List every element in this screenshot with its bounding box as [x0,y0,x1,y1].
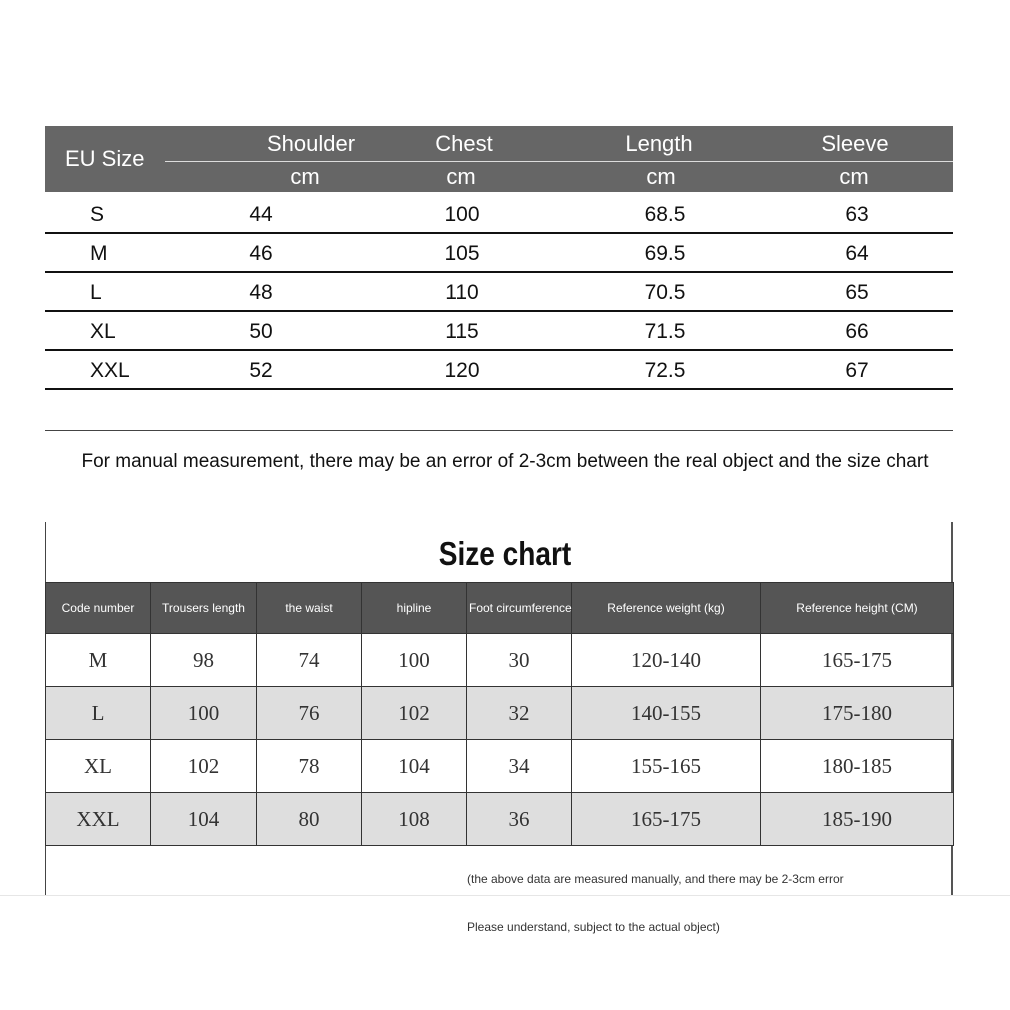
size-label: XL [90,320,116,343]
foot-circumference-cell: 30 [467,634,572,687]
shoulder-unit: cm [290,164,320,189]
table-row [45,349,953,390]
code-cell: L [46,687,151,740]
measurement-note: For manual measurement, there may be an error of 2-3cm between the real object and the size chart [81,451,929,472]
shoulder-value: 52 [249,359,273,382]
top-table-header [45,126,953,192]
size-label: M [90,242,108,265]
reference-height-header: Reference height (CM) [761,583,954,634]
header-divider [165,161,953,162]
size-chart-table [45,582,954,846]
sleeve-value: 64 [845,242,869,265]
size-chart-title: Size chart [438,535,572,572]
length-header: Length [625,131,693,156]
trousers-length-cell: 100 [151,687,257,740]
code-number-header: Code number [46,583,151,634]
length-value: 71.5 [644,320,686,343]
reference-weight-cell: 155-165 [572,740,761,793]
code-cell: XL [46,740,151,793]
table-bottom-divider [45,430,953,431]
length-value: 72.5 [644,359,686,382]
chest-value: 100 [444,203,480,226]
waist-cell: 76 [257,687,362,740]
shoulder-value: 48 [249,281,273,304]
reference-height-cell: 180-185 [761,740,954,793]
length-unit: cm [646,164,676,189]
table-row [46,740,954,793]
sleeve-value: 66 [845,320,869,343]
code-cell: M [46,634,151,687]
frame-bottom-divider [0,895,1010,896]
chest-header: Chest [435,131,493,156]
table-row [46,687,954,740]
hipline-header: hipline [362,583,467,634]
reference-weight-cell: 165-175 [572,793,761,846]
foot-circumference-cell: 36 [467,793,572,846]
length-value: 68.5 [644,203,686,226]
reference-height-cell: 185-190 [761,793,954,846]
reference-height-cell: 165-175 [761,634,954,687]
trousers-length-cell: 102 [151,740,257,793]
length-value: 70.5 [644,281,686,304]
table-header-row [46,583,954,634]
size-label: XXL [90,359,130,382]
chest-value: 110 [445,281,479,304]
waist-cell: 74 [257,634,362,687]
shoulder-value: 50 [249,320,273,343]
size-label: L [90,281,102,304]
hipline-cell: 108 [362,793,467,846]
sleeve-value: 63 [845,203,869,226]
shoulder-value: 44 [249,203,273,226]
sleeve-header: Sleeve [821,131,889,156]
table-row [46,634,954,687]
length-value: 69.5 [644,242,686,265]
table-row [45,310,953,351]
table-row [46,793,954,846]
waist-cell: 80 [257,793,362,846]
shoulder-header: Shoulder [266,131,356,156]
code-cell: XXL [46,793,151,846]
sleeve-unit: cm [839,164,869,189]
reference-weight-cell: 120-140 [572,634,761,687]
eu-size-header: EU Size [65,146,145,171]
waist-cell: 78 [257,740,362,793]
shoulder-value: 46 [249,242,273,265]
chest-value: 120 [444,359,480,382]
foot-circumference-cell: 32 [467,687,572,740]
data-note-line-2: Please understand, subject to the actual object) [467,920,720,934]
foot-circumference-header: Foot circumference [467,583,572,634]
reference-weight-header: Reference weight (kg) [572,583,761,634]
trousers-length-header: Trousers length [151,583,257,634]
trousers-length-cell: 98 [151,634,257,687]
trousers-length-cell: 104 [151,793,257,846]
foot-circumference-cell: 34 [467,740,572,793]
table-row [45,271,953,312]
data-note-line-1: (the above data are measured manually, and there may be 2-3cm error [467,872,844,886]
waist-header: the waist [257,583,362,634]
sleeve-value: 65 [845,281,869,304]
hipline-cell: 100 [362,634,467,687]
hipline-cell: 104 [362,740,467,793]
chest-value: 115 [445,320,479,343]
table-row [45,193,953,234]
reference-weight-cell: 140-155 [572,687,761,740]
sleeve-value: 67 [845,359,869,382]
hipline-cell: 102 [362,687,467,740]
chest-unit: cm [446,164,476,189]
table-row [45,232,953,273]
chest-value: 105 [444,242,480,265]
size-label: S [90,203,105,226]
reference-height-cell: 175-180 [761,687,954,740]
